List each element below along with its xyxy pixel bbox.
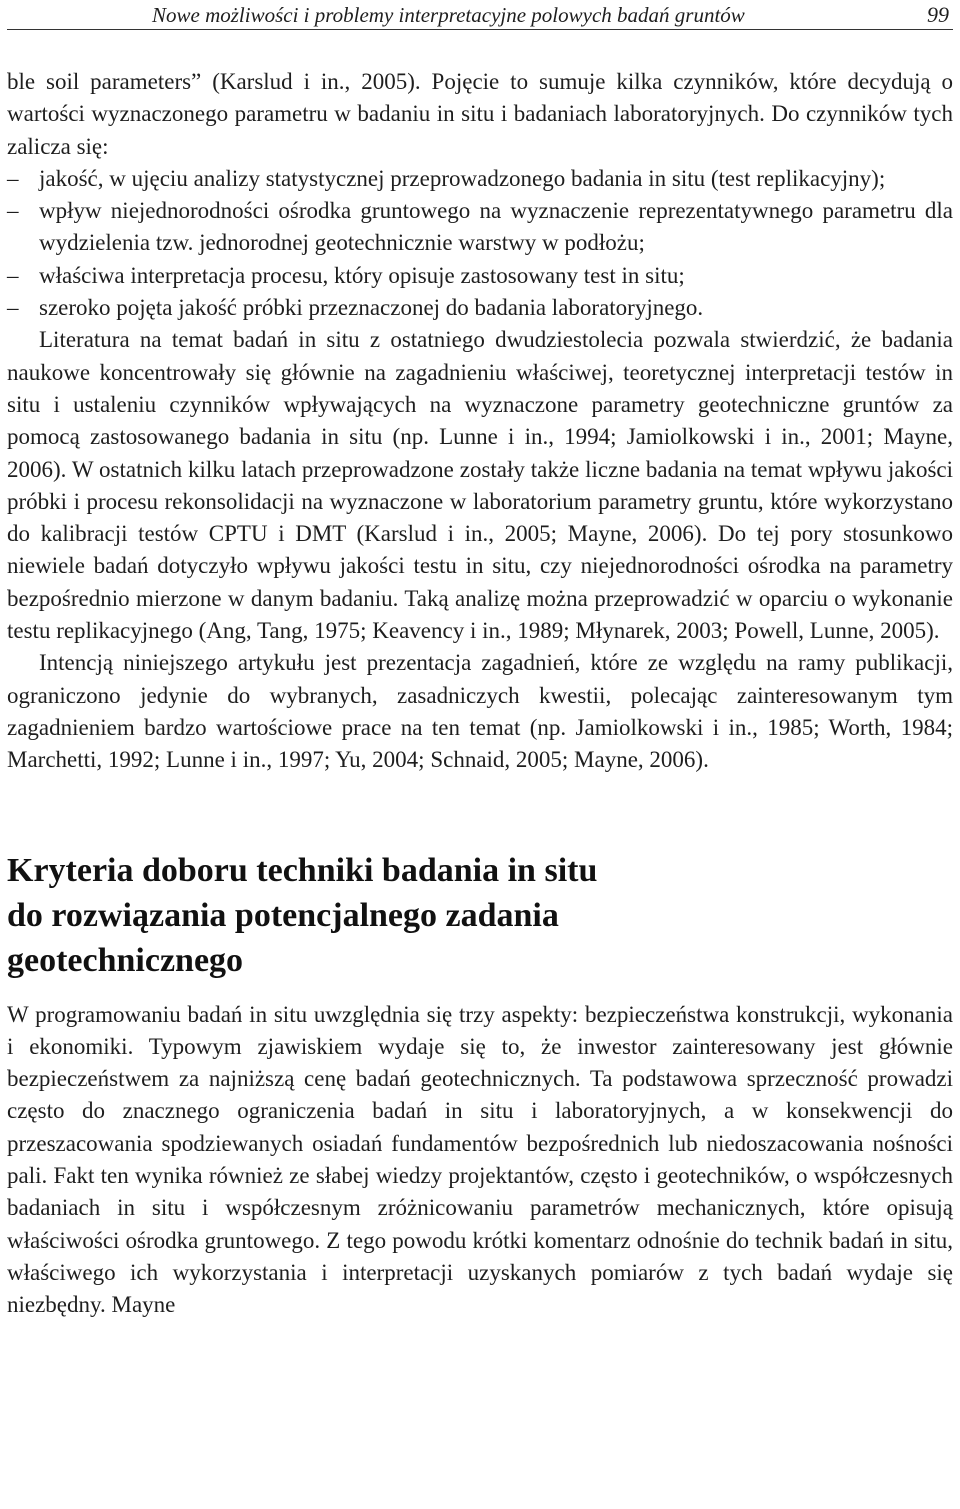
section-heading-line: do rozwiązania potencjalnego zadania bbox=[7, 896, 559, 934]
dash-bullet: – bbox=[7, 165, 19, 191]
list-item bbox=[7, 163, 953, 195]
list-item bbox=[7, 292, 953, 324]
page-number: 99 bbox=[927, 2, 949, 27]
section-heading-line: geotechnicznego bbox=[7, 941, 244, 979]
list-item-text: szeroko pojęta jakość próbki przeznaczonej do badania laboratoryjnego. bbox=[39, 295, 704, 321]
list-item-text: właściwa interpretacja procesu, który opisuje zastosowany test in situ; bbox=[39, 262, 685, 288]
dash-bullet: – bbox=[7, 295, 19, 321]
running-header-title: Nowe możliwości i problemy interpretacyjne polowych badań gruntów bbox=[152, 3, 745, 27]
list-item-text: wpływ niejednorodności ośrodka gruntowego na wyznaczenie reprezentatywnego parametru dla wydzielenia tzw. jednorodnej geotechnicznie warstwy w podłożu; bbox=[39, 198, 953, 256]
article-body bbox=[7, 66, 953, 1322]
list-item bbox=[7, 260, 953, 292]
running-header bbox=[7, 0, 953, 30]
section-heading bbox=[7, 848, 953, 983]
dash-bullet: – bbox=[7, 198, 19, 224]
paragraph-literature-review: Literatura na temat badań in situ z ostatniego dwudziestolecia pozwala stwierdzić, że badania naukowe koncentrowały się głównie na zagadnieniu właściwej, teoretycznej interpretacji testów in situ i ustaleniu czynników wpływających na wyznaczone parametry geotechniczne gruntów za pomocą zastosowanego badania in situ (np. Lunne i in., 1994; Jamiolkowski i in., 2001; Mayne, 2006). W ostatnich kilku latach przeprowadzone zostały także liczne badania na temat wpływu jakości próbki i procesu rekonsolidacji na wyznaczone w laboratorium parametry gruntu, które wykorzystano do kalibracji testów CPTU i DMT (Karslud i in., 2005; Mayne, 2006). Do tej pory stosunkowo niewiele badań dotyczyło wpływu jakości testu in situ, czy niejednorodności ośrodka na parametry bezpośrednio mierzone w danym badaniu. Taką analizę można przeprowadzić w oparciu o wykonanie testu replikacyjnego (Ang, Tang, 1975; Keavency i in., 1989; Młynarek, 2003; Powell, Lunne, 2005). bbox=[7, 327, 953, 644]
paragraph-article-intent: Intencją niniejszego artykułu jest prezentacja zagadnień, które ze względu na ramy publikacji, ograniczono jedynie do wybranych, zasadniczych kwestii, polecając zainteresowanym tym zagadnieniem bardzo wartościowe prace na ten temat (np. Jamiolkowski i in., 1985; Worth, 1984; Marchetti, 1992; Lunne i in., 1997; Yu, 2004; Schnaid, 2005; Mayne, 2006). bbox=[7, 650, 953, 773]
paragraph-programming-aspects: W programowaniu badań in situ uwzględnia się trzy aspekty: bezpieczeństwa konstrukcji, wykonania i ekonomiki. Typowym zjawiskiem wydaje się to, że inwestor zainteresowany jest głównie bezpieczeństwem za najniższą cenę badań geotechnicznych. Ta podstawowa sprzeczność prowadzi często do znacznego ograniczenia badań in situ i laboratoryjnych, a w konsekwencji do przeszacowania spodziewanych osiadań fundamentów bezpośrednich lub niedoszacowania nośności pali. Fakt ten wynika również ze słabej wiedzy projektantów, często i geotechników, o współczesnych badaniach in situ i współczesnym zróżnicowaniu parametrów mechanicznych, które opisują właściwości ośrodka gruntowego. Z tego powodu krótki komentarz odnośnie do technik badań in situ, właściwego ich wykorzystania i interpretacji uzyskanych pomiarów z tych badań wydaje się niezbędny. Mayne bbox=[7, 1001, 953, 1318]
list-item bbox=[7, 195, 953, 260]
section-heading-line: Kryteria doboru techniki badania in situ bbox=[7, 851, 598, 889]
paragraph-factors-intro: ble soil parameters” (Karslud i in., 2005). Pojęcie to sumuje kilka czynników, które decydują o wartości wyznaczonego parametru w badaniu in situ i badaniach laboratoryjnych. Do czynników tych zalicza się: bbox=[7, 69, 953, 159]
list-item-text: jakość, w ujęciu analizy statystycznej przeprowadzonego badania in situ (test replikacyjny); bbox=[39, 165, 886, 191]
dash-bullet: – bbox=[7, 262, 19, 288]
factors-list bbox=[7, 163, 953, 324]
